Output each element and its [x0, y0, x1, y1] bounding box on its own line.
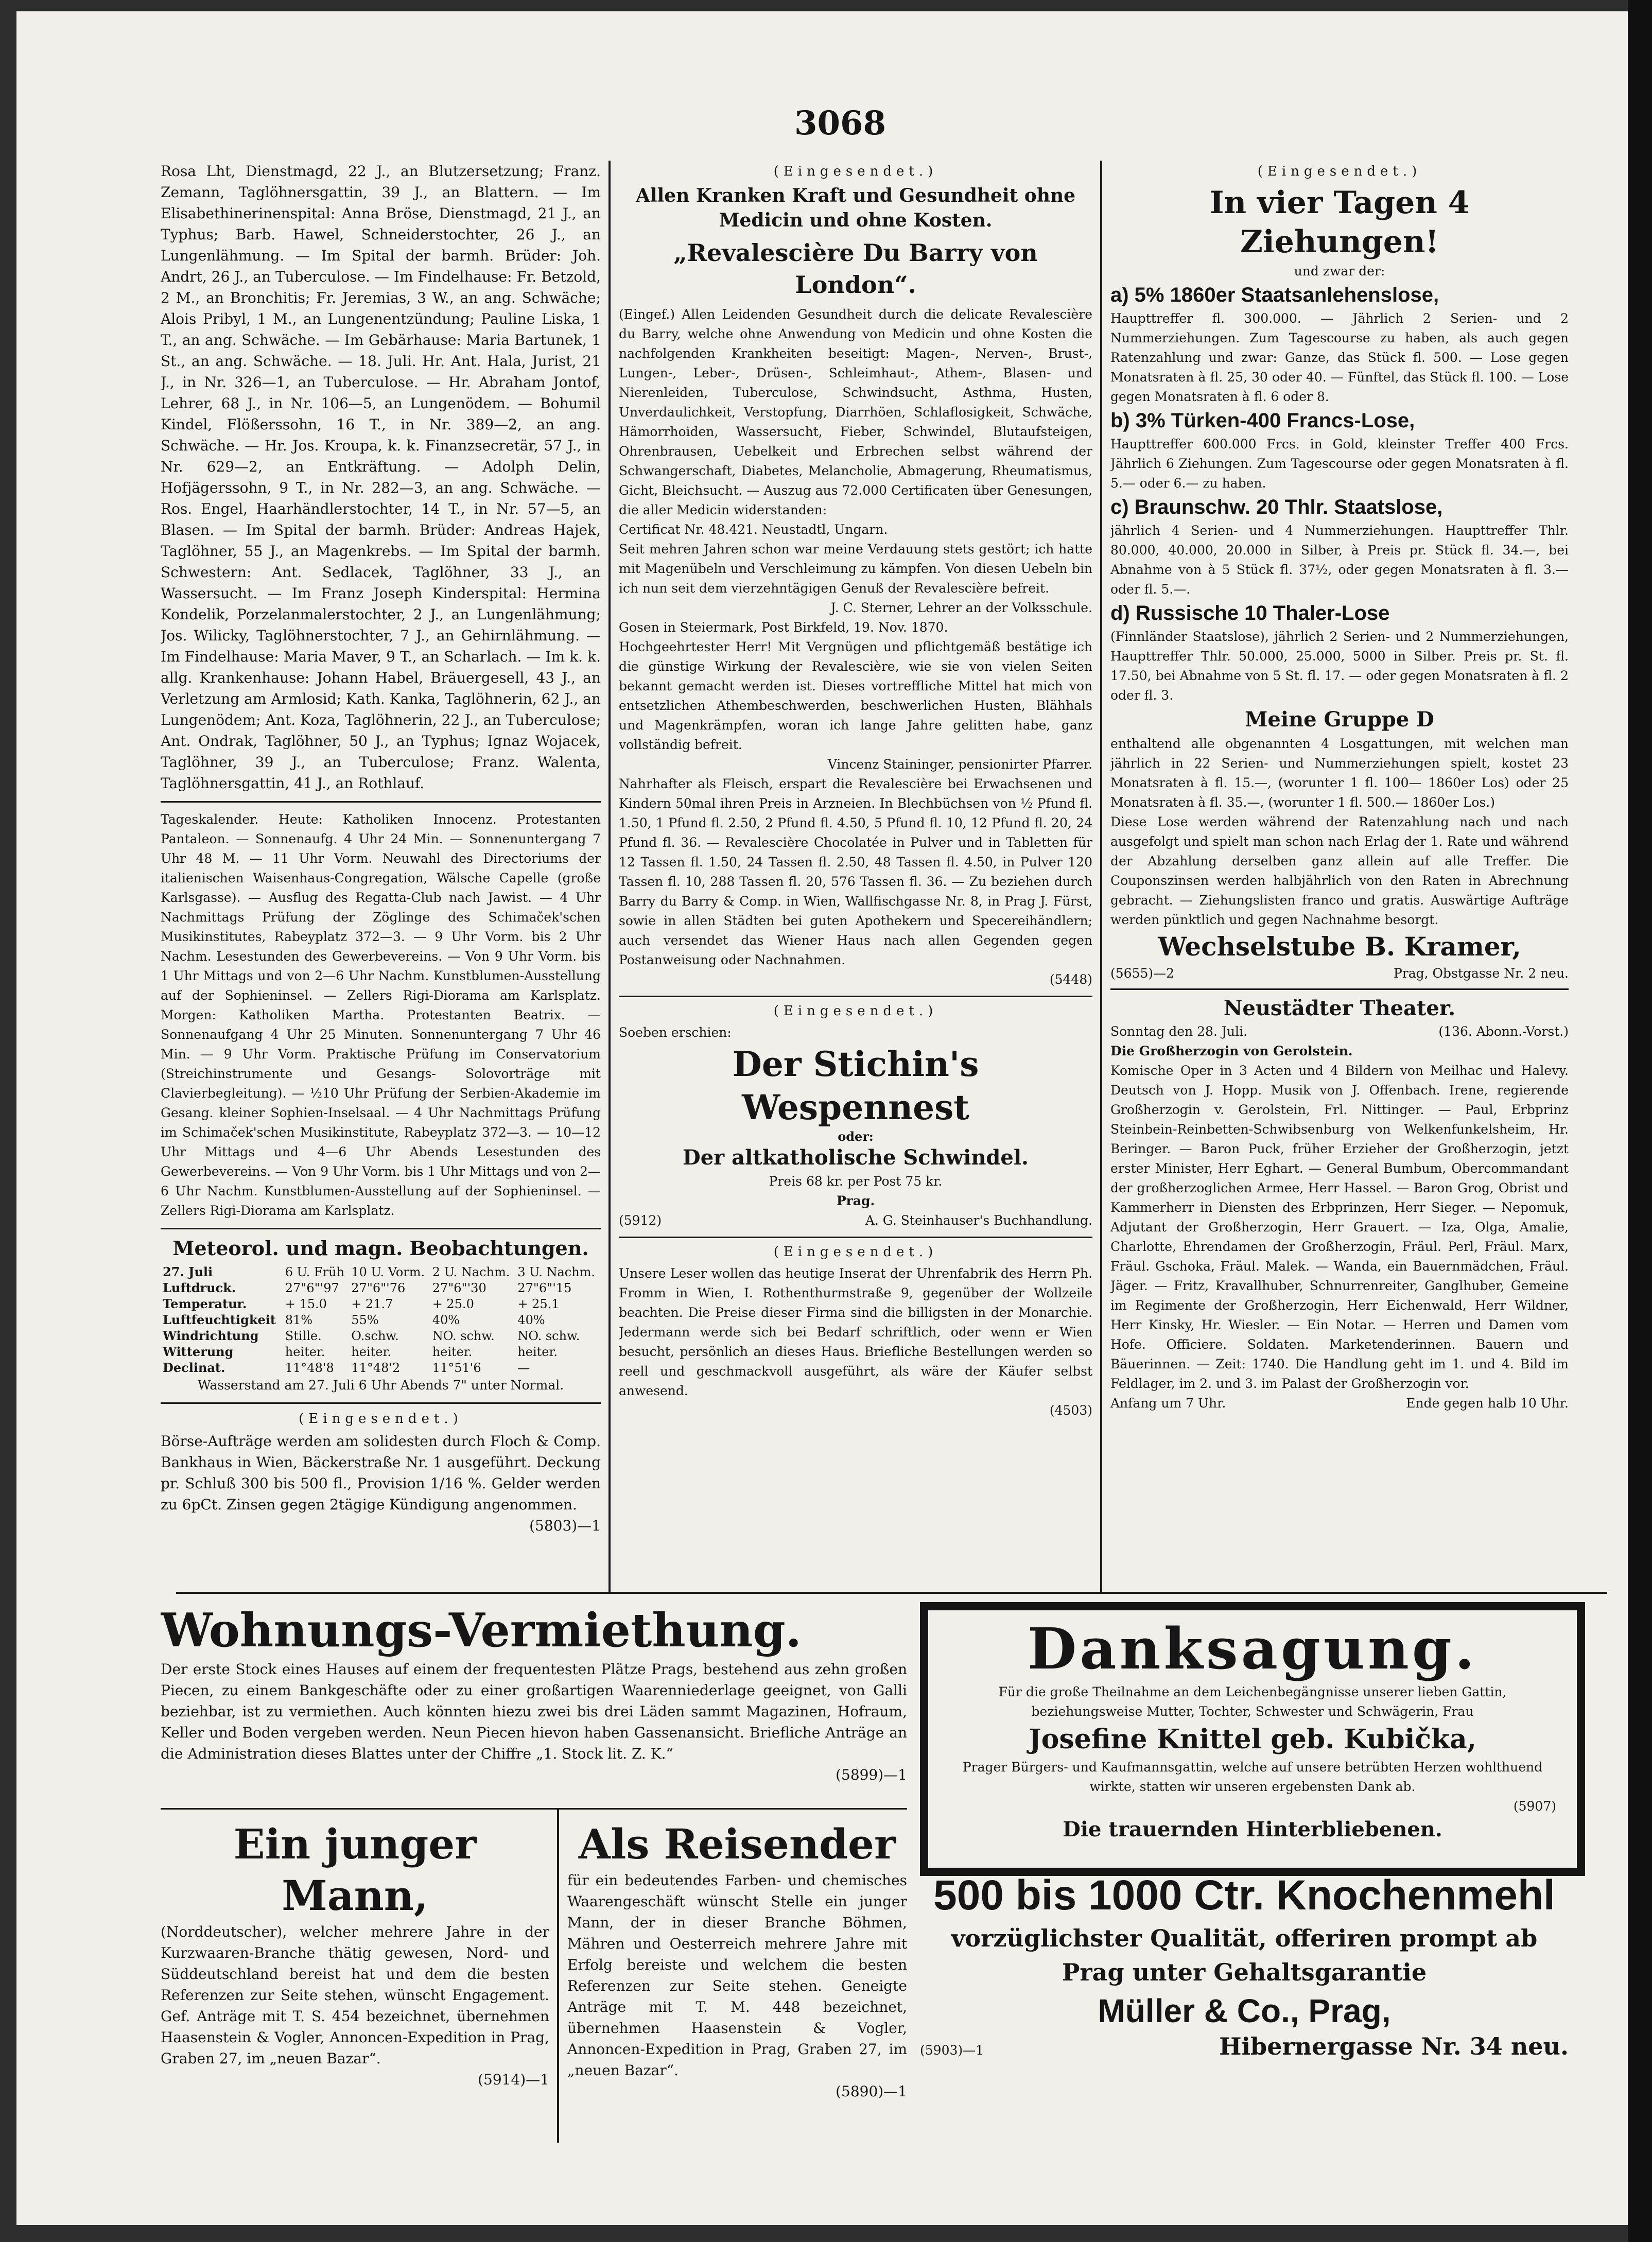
lottery-headline: In vier Tagen 4 Ziehungen! — [1209, 185, 1470, 260]
thanks-text: Für die große Theilnahme an dem Leichenbegängnisse unserer lieben Gattin, beziehungsweise Mutter, Tochter, Schwester und Schwägerin, Frau — [998, 1684, 1507, 1719]
column-rule — [608, 161, 611, 1592]
weather-row — [161, 1312, 601, 1328]
submitted-tag: (Eingesendet.) — [1257, 164, 1422, 179]
traveller-title: Als Reisender — [578, 1820, 896, 1868]
weather-row — [161, 1296, 601, 1312]
apartment-ad — [161, 1602, 907, 1808]
bone-meal-ad — [920, 1870, 1569, 2148]
weather-header-cell: 27. Juli — [163, 1264, 213, 1279]
testimonial-2-place: Gosen in Steiermark, Post Birkfeld, 19. Nov. 1870. — [619, 620, 948, 635]
weather-cell: heiter. — [432, 1344, 473, 1359]
revalesciere-motto: Allen Kranken Kraft und Gesundheit ohne Medicin und ohne Kosten. — [635, 185, 1076, 231]
book-subtitle: Der altkatholische Schwindel. — [683, 1145, 1029, 1170]
bone-meal-firm: Müller & Co., Prag, — [1098, 1992, 1391, 2029]
apartment-title: Wohnungs-Vermiethung. — [161, 1603, 802, 1658]
weather-cell: heiter. — [285, 1344, 325, 1359]
column-3 — [1110, 161, 1569, 1587]
weather-cell: NO. schw. — [432, 1328, 495, 1343]
traveller-ad — [567, 1818, 907, 2148]
lottery-rules: Diese Lose werden während der Ratenzahlung nach und nach ausgefolgt und spielt man schon nach Erlag der 1. Rate und während der Abzahlung derselben ganz allein auf alle Treffer. Die Couponszinsen werden halbjährlich von den Raten in Abrechnung gebracht. — Ziehungslisten franco und gratis. Auswärtige Aufträge werden pünktlich und gegen Nachnahme besorgt. — [1110, 814, 1569, 927]
firm-address-line — [1110, 964, 1569, 983]
theater-date-line — [1110, 1022, 1569, 1041]
revalesciere-prices: Nahrhafter als Fleisch, erspart die Revalescière bei Erwachsenen und Kindern 50mal ihren Preis in Arzneien. In Blechbüchsen von ½ Pfund fl. 1.50, 1 Pfund fl. 2.50, 2 Pfund fl. 4.50, 5 Pfund fl. 10, 12 Pfund fl. 20, 24 Pfund fl. 36. — Revalescière Chocolatée in Pulver und in Tabletten für 12 Tassen fl. 1.50, 24 Tassen fl. 2.50, 48 Tassen fl. 4.50, in Pulver 120 Tassen fl. 10, 288 Tassen fl. 20, 576 Tassen fl. 36. — Zu beziehen durch Barry du Barry & Comp. in Wien, Wallfischgasse Nr. 8, in Prag J. Fürst, sowie in allen Städten bei guten Apothekern und Specereihändlern; auch versendet das Wiener Haus nach allen Gegenden gegen Postanweisung oder Nachnahmen. — [619, 776, 1092, 967]
bone-meal-text: vorzüglichster Qualität, offeriren prompt ab Prag unter Gehaltsgarantie — [951, 1924, 1538, 1986]
weather-cell: 27"6"'15 — [517, 1280, 572, 1295]
lottery-a-title: a) 5% 1860er Staatsanlehenslose, — [1110, 284, 1439, 306]
page-number: 3068 — [794, 104, 886, 143]
day-calendar: Tageskalender. Heute: Katholiken Innocenz. Protestanten Pantaleon. — Sonnenaufg. 4 Uhr 24 Min. — Sonnenuntergang 7 Uhr 48 M. — 11 Uhr Vorm. Neuwahl des Directoriums der italienischen Waisenhaus-Congregation, Wälsche Capelle (große Karlsgasse). — Ausflug des Regatta-Club nach Jawist. — 4 Uhr Nachmittags Prüfung der Zöglinge des Schimaček'schen Musikinstitutes, Rabeyplatz 372—3. — 9 Uhr Vorm. bis 2 Uhr Nachm. Lesestunden des Gewerbevereins. — Von 9 Uhr Vorm. bis 1 Uhr Mittags und von 2—6 Uhr Nachm. Kunstblumen-Ausstellung auf der Sophieninsel. — Zellers Rigi-Diorama am Karlsplatz. Morgen: Katholiken Martha. Protestanten Beatrix. — Sonnenaufgang 4 Uhr 25 Minuten. Sonnenuntergang 7 Uhr 46 Min. — 9 Uhr Vorm. Praktische Prüfung im Conservatorium (Streichinstrumente und Gesangs- Solovorträge mit Clavierbegleitung). — ½10 Uhr Prüfung der Serbien-Akademie im Gesang. kleiner Sophien-Inselsaal. — 4 Uhr Nachmittags Prüfung im Schimaček'schen Musikinstitute, Rabeyplatz 372—3. — 10—12 Uhr Mittags und 4—6 Uhr Abends Lesestunden des Gewerbevereins. — Von 9 Uhr Vorm. bis 1 Uhr Mittags und von 2—6 Uhr Nachm. Kunstblumen-Ausstellung auf der Sophieninsel. — Zellers Rigi-Diorama am Karlsplatz. — [161, 812, 601, 1218]
section-rule — [176, 1592, 1607, 1594]
weather-cell: heiter. — [351, 1344, 391, 1359]
bone-meal-address-line — [920, 2032, 1569, 2060]
bone-meal-address: Hibernergasse Nr. 34 neu. — [1219, 2032, 1569, 2060]
young-man-title: Ein junger Mann, — [233, 1820, 477, 1920]
theater-begin: Anfang um 7 Uhr. — [1110, 1396, 1226, 1411]
young-man-text: (Norddeutscher), welcher mehrere Jahre in der Kurzwaaren-Branche thätig gewesen, Nord- und Süddeutschland bereist hat und dem die besten Referenzen zur Seite stehen, wünscht Engagement. Gef. Anträge mit T. S. 454 bezeichnet, übernehmen Haasenstein & Vogler, Annoncen-Expedition in Prag, Graben 27, im „neuen Bazar“. — [161, 1923, 549, 2067]
weather-row — [161, 1360, 601, 1376]
theater-times — [1110, 1394, 1569, 1413]
theater-play: Die Großherzogin von Gerolstein. — [1110, 1044, 1353, 1058]
divider — [619, 996, 1092, 997]
group-d-text: enthaltend alle obgenannten 4 Losgattungen, mit welchen man jährlich in 22 Serien- und Nummerziehungen spielt, kostet 23 Monatsraten à fl. 15.—, (worunter 1 fl. 100— 1860er Los) oder 25 Monatsraten à fl. 35.—, (worunter 1 fl. 500.— 1860er Los.) — [1110, 736, 1569, 810]
column-rule — [1100, 161, 1102, 1592]
young-man-ad — [161, 1818, 549, 2148]
weather-cell: Stille. — [285, 1328, 322, 1343]
testimonial-2-signature: Vincenz Staininger, pensionirter Pfarrer. — [827, 757, 1092, 772]
divider — [1110, 988, 1569, 990]
exchange-notice: Börse-Aufträge werden am solidesten durch Floch & Comp. Bankhaus in Wien, Bäckerstraße Nr. 1 ausgeführt. Deckung pr. Schluß 300 bis 500 fl., Provision 1/16 %. Gelder werden zu 6pCt. Zinsen gegen 2tägige Kündigung angenommen. — [161, 1433, 601, 1513]
newspaper-page — [16, 11, 1628, 2225]
divider — [161, 801, 601, 803]
just-published: Soeben erschien: — [619, 1025, 732, 1040]
death-notices: Rosa Lht, Dienstmagd, 22 J., an Blutzersetzung; Franz. Zemann, Taglöhnersgattin, 39 J., an Blattern. — Im Elisabethinerinenspital: Anna Bröse, Dienstmagd, 21 J., an Typhus; Barb. Hawel, Schneiderstochter, 26 J., an Lungenlähmung. — Im Spital der barmh. Brüder: Joh. Andrt, 26 J., an Tuberculose. — Im Findelhause: Fr. Betzold, 2 M., an Bronchitis; Fr. Jeremias, 3 W., an ang. Schwäche; Alois Pribyl, 1 M., an Lungenentzündung; Pauline Liska, 1 T., an ang. Schwäche. — Im Gebärhause: Maria Bartunek, 1 St., an ang. Schwäche. — 18. Juli. Hr. Ant. Hala, Jurist, 21 J., in Nr. 326—1, an Tuberculose. — Hr. Abraham Jontof, Lehrer, 68 J., in Nr. 106—5, an Lungenödem. — Bohumil Kindel, Flößerssohn, 16 T., in Nr. 389—2, an ang. Schwäche. — Hr. Jos. Kroupa, k. k. Finanzsecretär, 57 J., in Nr. 629—2, an Entkräftung. — Adolph Delin, Hofjägerssohn, 9 T., in Nr. 282—3, an ang. Schwäche. — Ros. Engel, Haarhändlerstochter, 14 T., in Nr. 57—5, an Blasen. — Im Spital der barmh. Brüder: Andreas Hajek, Taglöhner, 55 J., an Magenkrebs. — Im Spital der barmh. Schwestern: Ant. Sedlacek, Taglöhner, 33 J., an Wassersucht. — Im Franz Joseph Kinderspital: Hermina Kondelik, Porzelanmalerstochter, 2 J., an Lungenlähmung; Jos. Wilicky, Taglöhnerstochter, 7 J., an Gehirnlähmung. — Im Findelhause: Maria Maver, 9 T., an Scharlach. — Im k. k. allg. Krankenhause: Johann Habel, Bräuergesell, 43 J., an Verletzung am Armlosid; Kath. Kanka, Taglöhnerin, 62 J., an Lungenödem; Ant. Koza, Taglöhnerin, 22 J., an Tuberculose; Ant. Ondrak, Taglöhner, 50 J., an Typhus; Ignaz Wojacek, Taglöhner, 39 J., an Tuberculose; Franz. Walenta, Taglöhnersgattin, 41 J., an Rothlauf. — [161, 163, 601, 792]
submitted-tag: (Eingesendet.) — [299, 1411, 463, 1427]
order-number: (4503) — [1049, 1403, 1092, 1418]
column-1 — [161, 161, 601, 1587]
order-number: (5655)—2 — [1110, 966, 1175, 981]
weather-cell: Luftdruck. — [163, 1280, 236, 1295]
weather-cell: 81% — [285, 1312, 313, 1327]
weather-row — [161, 1280, 601, 1296]
book-title: Der Stichin's Wespennest — [732, 1044, 979, 1127]
testimonial-2: Hochgeehrtester Herr! Mit Vergnügen und pflichtgemäß bestätige ich die günstige Wirkung der Revalescière, wie sie von vielen Seiten bekannt gemacht werden ist. Dieses vortreffliche Mittel hat mich von entsetzlichen Athembeschwerden, beschwerlichen Husten, Blähhals und Magenkrämpfen, woran ich lange Jahre gelitten habe, ganz vollständig befreit. — [619, 639, 1092, 752]
weather-cell: 11°48'2 — [351, 1360, 401, 1375]
apartment-text: Der erste Stock eines Hauses auf einem der frequentesten Plätze Prags, bestehend aus zehn großen Piecen, zu einem Bankgeschäfte oder zu einer großartigen Waarenniederlage geeignet, von Galli beziehbar, ist zu vermiethen. Auch könnten hiezu zwei bis drei Läden sammt Magazinen, Hofraum, Keller und Boden vergeben werden. Neun Piecen hievon haben Gassenansicht. Briefliche Anträge an die Administration dieses Blattes unter der Chiffre „1. Stock lit. Z. K.“ — [161, 1661, 907, 1762]
watch-factory-notice: Unsere Leser wollen das heutige Inserat der Uhrenfabrik des Herrn Ph. Fromm in Wien, I. Rothenthurmstraße 9, gegenüber der Wollzeile beachten. Die Preise dieser Firma sind die billigsten in der Monarchie. Jedermann werde sich bei Bedarf schriftlich, oder wenn er Wien besucht, persönlich an dieses Haus. Brieflichе Bestellungen werden so reell und geschmackvoll ausgeführt, als wäre der Käufer selbst anwesend. — [619, 1266, 1092, 1398]
theater-cast: Komische Oper in 3 Acten und 4 Bildern von Meilhac und Halevy. Deutsch von J. Hopp. Musik von J. Offenbach. Irene, regierende Großherzogin v. Gerolstein, Frl. Nittinger. — Paul, Erbprinz Steinbein-Reinbetten-Schwibsenburg von Welkenfunkelsheim, Hr. Beringer. — Baron Puck, früher Erzieher der Großherzogin, jetzt erster Minister, Herr Eghart. — General Bumbum, Obercommandant der großherzoglichen Armee, Herr Hassel. — Baron Grog, Obrist und Kammerherr in Diensten des Erbprinzen, Herr Sieger. — Nepomuk, Adjutant der Großherzogin, Herr Grauert. — Iza, Olga, Amalie, Charlotte, Ehrendamen der Großherzogin, Fräul. Perl, Fräul. Marx, Fräul. Gschoka, Fräul. Malek. — Wanda, ein Bauernmädchen, Fräul. Jäger. — Fritz, Kravallhuber, Schnurrenreiter, Ganglhuber, Gemeine im Regimente der Großherzogin, Herr Eichenwald, Herr Wildner, Herr Kinsky, Hr. Wiesler. — Ein Notar. — Herren und Damen vom Hofe. Officiere. Soldaten. Marketenderinnen. Bauern und Bäuerinnen. — Zeit: 1740. Die Handlung geht im 1. und 4. Bild im Feldlager, im 2. und 3. im Palast der Großherzogin vor. — [1110, 1063, 1569, 1391]
testimonial-1: Seit mehren Jahren schon war meine Verdauung stets gestört; ich hatte mit Magenübeln und Verschleimung zu kämpfen. Von diesen Uebeln bin ich nun seit dem vierzehntägigen Genuß der Revalescière befreit. — [619, 542, 1092, 596]
theater-date: Sonntag den 28. Juli. — [1110, 1024, 1247, 1039]
book-or: oder: — [838, 1129, 874, 1144]
weather-cell: + 15.0 — [285, 1296, 327, 1311]
divider — [619, 1237, 1092, 1238]
weather-cell: Witterung — [163, 1344, 234, 1359]
bone-meal-title: 500 bis 1000 Ctr. Knochenmehl — [933, 1872, 1555, 1919]
lottery-b-text: Haupttreffer 600.000 Frcs. in Gold, kleinster Treffer 400 Frcs. Jährlich 6 Ziehungen. Zum Tagescourse oder gegen Monatsraten à fl. 5.— oder 6.— zu haben. — [1110, 437, 1569, 491]
weather-cell: heiter. — [517, 1344, 558, 1359]
lottery-b-title: b) 3% Türken-400 Francs-Lose, — [1110, 409, 1415, 432]
thanks-name: Josefine Knittel geb. Kubička, — [1029, 1724, 1476, 1755]
weather-cell: 27"6"'30 — [432, 1280, 486, 1295]
book-spine — [1628, 0, 1652, 2242]
revalesciere-title: „Revalescière Du Barry von London“. — [673, 239, 1038, 299]
certificate-line: Certificat Nr. 48.421. Neustadtl, Ungarn. — [619, 522, 888, 537]
weather-header-cell: 10 U. Vorm. — [351, 1264, 425, 1279]
weather-header-row — [161, 1264, 601, 1280]
thanks-title: Danksagung. — [1027, 1615, 1478, 1682]
book-city: Prag. — [836, 1193, 875, 1208]
exchange-firm: Wechselstube B. Kramer, — [1158, 931, 1521, 962]
weather-header-cell: 2 U. Nachm. — [432, 1264, 510, 1279]
book-price: Preis 68 kr. per Post 75 kr. — [769, 1174, 943, 1189]
order-number: (5912) — [619, 1213, 662, 1228]
traveller-text: für ein bedeutendes Farben- und chemisches Waarengeschäft wünscht Stelle ein junger Mann, der in dieser Branche Böhmen, Mähren und Oesterreich mehrere Jahre mit Erfolg bereiste und welchem die besten Referenzen zur Seite stehen. Geneigte Anträge mit T. M. 448 bezeichnet, übernehmen Haasenstein & Vogler, Annoncen-Expedition in Prag, Graben 27, im „neuen Bazar“. — [567, 1872, 907, 2079]
firm-address: Prag, Obstgasse Nr. 2 neu. — [1393, 966, 1569, 981]
weather-cell: Windrichtung — [163, 1328, 259, 1343]
thanks-content — [928, 1610, 1577, 1848]
lottery-d-text: (Finnländer Staatslose), jährlich 2 Serien- und 2 Nummerziehungen, Haupttreffer Thlr. 50.000, 25.000, 5000 in Silber. Preis pr. St. fl. 17.50, bei Abnahme von 5 St. fl. 17. — oder gegen Monatsraten à fl. 2 oder fl. 3. — [1110, 629, 1569, 703]
weather-cell: + 21.7 — [351, 1296, 393, 1311]
theater-title: Neustädter Theater. — [1223, 996, 1456, 1020]
group-d-title: Meine Gruppe D — [1245, 707, 1434, 732]
theater-end: Ende gegen halb 10 Uhr. — [1406, 1396, 1569, 1411]
publisher-name: A. G. Steinhauser's Buchhandlung. — [865, 1213, 1092, 1228]
thanks-text-2: Prager Bürgers- und Kaufmannsgattin, welche auf unsere betrübten Herzen wohlthuend wirkte, statten wir unseren ergebensten Dank ab. — [962, 1760, 1543, 1794]
theater-subscription: (136. Abonn.-Vorst.) — [1438, 1024, 1569, 1039]
divider — [161, 1228, 601, 1229]
order-number: (5907) — [1513, 1799, 1556, 1814]
weather-cell: + 25.1 — [517, 1296, 560, 1311]
order-number: (5803)—1 — [529, 1517, 601, 1534]
weather-cell: + 25.0 — [432, 1296, 474, 1311]
order-number: (5914)—1 — [478, 2071, 549, 2088]
submitted-tag: (Eingesendet.) — [773, 1003, 938, 1019]
weather-cell: 55% — [351, 1312, 379, 1327]
column-2 — [619, 161, 1092, 1587]
weather-cell: 27"6"'97 — [285, 1280, 339, 1295]
weather-cell: Temperatur. — [163, 1296, 247, 1311]
weather-header-cell: 6 U. Früh — [285, 1264, 344, 1279]
lottery-a-text: Haupttreffer fl. 300.000. — Jährlich 2 Serien- und 2 Nummerziehungen. Zum Tagescourse zu haben, als auch gegen Ratenzahlung und zwar: Ganze, das Stück fl. 500. — Lose gegen Monatsraten à fl. 25, 30 oder 40. — Fünftel, das Stück fl. 100. — Lose gegen Monatsraten à fl. 6 oder 8. — [1110, 311, 1569, 404]
lottery-d-title: d) Russische 10 Thaler-Lose — [1110, 602, 1390, 624]
weather-cell: 11°48'8 — [285, 1360, 334, 1375]
weather-row — [161, 1328, 601, 1344]
book-publisher-line — [619, 1211, 1092, 1230]
divider — [161, 1402, 601, 1404]
submitted-tag: (Eingesendet.) — [773, 164, 938, 179]
weather-header-cell: 3 U. Nachm. — [517, 1264, 596, 1279]
order-number: (5890)—1 — [836, 2083, 907, 2100]
weather-cell: 40% — [432, 1312, 460, 1327]
water-level: Wasserstand am 27. Juli 6 Uhr Abends 7" unter Normal. — [197, 1378, 564, 1393]
weather-cell: 11°51'6 — [432, 1360, 481, 1375]
column-rule — [557, 1808, 559, 2143]
weather-cell: O.schw. — [351, 1328, 399, 1343]
testimonial-1-signature: J. C. Sterner, Lehrer an der Volksschule. — [830, 600, 1092, 615]
weather-cell: Declinat. — [163, 1360, 225, 1375]
thanks-signature: Die trauernden Hinterbliebenen. — [1063, 1817, 1442, 1841]
lottery-c-text: jährlich 4 Serien- und 4 Nummerziehungen. Haupttreffer Thlr. 80.000, 40.000, 20.000 in Silber, à Preis pr. Stück fl. 34.—, bei Abnahme von à 5 Stück fl. 37½, oder gegen Monatsraten à fl. 3.— oder fl. 5.—. — [1110, 523, 1569, 597]
weather-cell: 27"6"'76 — [351, 1280, 406, 1295]
lottery-c-title: c) Braunschw. 20 Thlr. Staatslose, — [1110, 496, 1443, 518]
weather-title: Meteorol. und magn. Beobachtungen. — [172, 1237, 589, 1260]
divider — [161, 1808, 907, 1810]
order-number: (5903)—1 — [920, 2043, 984, 2058]
order-number: (5448) — [1049, 972, 1092, 987]
weather-cell: — — [517, 1360, 530, 1375]
weather-table — [161, 1264, 601, 1376]
thanks-frame — [920, 1602, 1585, 1876]
submitted-tag: (Eingesendet.) — [773, 1244, 938, 1260]
weather-cell: NO. schw. — [517, 1328, 580, 1343]
lottery-and: und zwar der: — [1294, 264, 1385, 279]
weather-row — [161, 1344, 601, 1360]
weather-cell: Luftfeuchtigkeit — [163, 1312, 276, 1327]
revalesciere-text: (Eingef.) Allen Leidenden Gesundheit durch die delicate Revalescière du Barry, welche ohne Anwendung von Medicin und ohne Kosten die nachfolgenden Krankheiten beseitigt: Magen-, Nerven-, Brust-, Lungen-, Leber-, Drüsen-, Schleimhaut-, Athem-, Blasen- und Nierenleiden, Tuberculose, Schwindsucht, Asthma, Husten, Unverdaulichkeit, Verstopfung, Diarrhöen, Schlaflosigkeit, Schwäche, Hämorrhoiden, Wassersucht, Fieber, Schwindel, Blutaufsteigen, Ohrenbrausen, Uebelkeit und Erbrechen selbst während der Schwangerschaft, Diabetes, Melancholie, Abmagerung, Rheumatismus, Gicht, Bleichsucht. — Auszug aus 72.000 Certificaten über Genesungen, die aller Medicin widerstanden: — [619, 307, 1092, 517]
order-number: (5899)—1 — [836, 1766, 907, 1783]
weather-cell: 40% — [517, 1312, 545, 1327]
